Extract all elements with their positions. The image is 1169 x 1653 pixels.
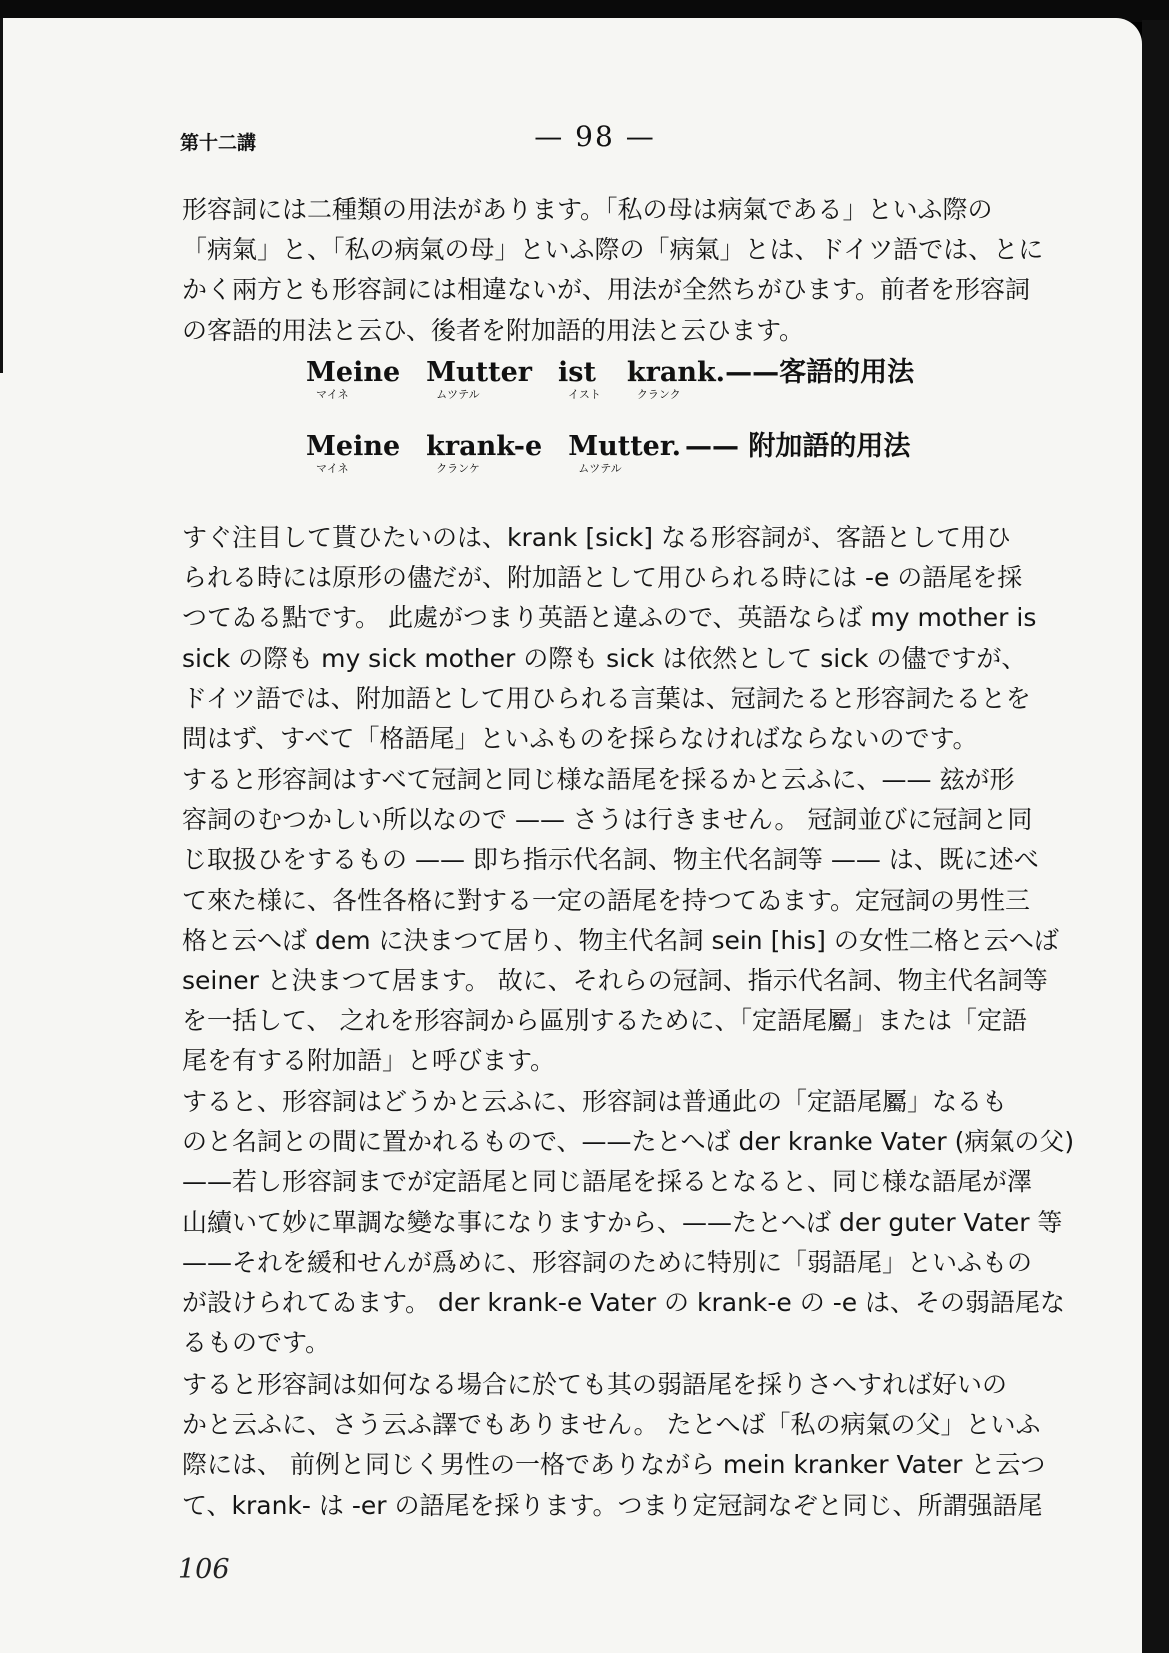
- reading-kana: クランク: [636, 388, 681, 401]
- reading-kana: マイネ: [316, 388, 349, 401]
- paragraph-definite-endings: [182, 760, 1059, 1082]
- folio-number: 106: [178, 1554, 230, 1585]
- usage-label: ——客語的用法: [725, 357, 915, 388]
- text-line: て、krank- は -er の語尾を採ります。つまり定冠詞なぞと同じ、所謂强語尾: [182, 1490, 1043, 1520]
- example-word: [568, 432, 681, 476]
- usage-label: —— 附加語的用法: [685, 431, 911, 462]
- text-line: 問はず、すべて「格語尾」といふものを採らなければならないのです。: [182, 724, 978, 754]
- text-line: ドイツ語では、附加語として用ひられる言葉は、冠詞たると形容詞たるとを: [182, 683, 1031, 713]
- example-word: [426, 358, 532, 402]
- lesson-heading: 第十二講: [180, 132, 257, 154]
- german-word: Mutter: [426, 357, 533, 388]
- text-line: 形容詞には二種類の用法があります。「私の母は病氣である」といふ際の: [182, 195, 993, 224]
- page-number: — 98 —: [534, 120, 656, 153]
- german-word: Mutter.: [568, 431, 681, 462]
- example-predicative: [306, 358, 914, 402]
- text-line: を一括して、 之れを形容詞から區別するために、「定語尾屬」または「定語: [182, 1006, 1027, 1036]
- reading-kana: マイネ: [316, 462, 349, 475]
- scan-left-edge: [0, 18, 3, 373]
- text-line: ——それを緩和せんが爲めに、形容詞のために特別に「弱語尾」といふもの: [182, 1247, 1033, 1277]
- text-line: 山續いて妙に單調な變な事になりますから、——たとへば der guter Vater 等: [182, 1207, 1063, 1237]
- reading-kana: ムツテル: [578, 462, 622, 475]
- text-line: 格と云へば dem に決まつて居り、物主代名詞 sein [his] の女性二格と云へば: [182, 925, 1059, 955]
- reading-kana: クランケ: [436, 462, 480, 475]
- text-line: すると形容詞はすべて冠詞と同じ様な語尾を採るかと云ふに、—— 玆が形: [182, 765, 1015, 794]
- paragraph-attributive-ending: [182, 518, 1037, 759]
- example-word: [306, 432, 400, 476]
- german-word: ist: [558, 357, 596, 388]
- reading-kana: ムツテル: [436, 388, 480, 401]
- intro-paragraph: [182, 190, 1044, 351]
- text-line: じ取扱ひをするもの —— 即ち指示代名詞、物主代名詞等 —— は、既に述べ: [182, 845, 1039, 875]
- reading-kana: イスト: [568, 388, 601, 401]
- text-line: すると、形容詞はどうかと云ふに、形容詞は普通此の「定語尾屬」なるも: [182, 1087, 1008, 1116]
- text-line: て來た様に、各性各格に對する一定の語尾を持つてゐます。定冠詞の男性三: [182, 885, 1031, 915]
- text-line: かと云ふに、さう云ふ譯でもありません。 たとへば「私の病氣の父」といふ: [182, 1410, 1041, 1440]
- german-word: Meine: [306, 357, 401, 388]
- text-line: のと名詞との間に置かれるもので、——たとへば der kranke Vater (病氣の父): [182, 1127, 1075, 1157]
- example-word: [558, 358, 601, 402]
- text-line: すぐ注目して貰ひたいのは、krank [sick] なる形容詞が、客語として用ひ: [182, 523, 1011, 552]
- text-line: 尾を有する附加語」と呼びます。: [182, 1046, 556, 1076]
- text-line: るものです。: [182, 1328, 331, 1358]
- text-line: すると形容詞は如何なる場合に於ても其の弱語尾を採りさへすれば好いの: [182, 1370, 1008, 1399]
- example-word: [627, 358, 725, 402]
- text-line: が設けられてゐます。 der krank-e Vater の krank-e の -e は、その弱語尾な: [182, 1288, 1066, 1318]
- example-word: [426, 432, 542, 476]
- german-word: Meine: [306, 431, 401, 462]
- text-line: 「病氣」と、「私の病氣の母」といふ際の「病氣」とは、ドイツ語では、とに: [182, 235, 1044, 265]
- paragraph-strong-endings: [182, 1365, 1046, 1526]
- german-word: krank-e: [426, 431, 543, 462]
- example-word: [306, 358, 400, 402]
- text-line: 容詞のむつかしい所以なので —— さうは行きません。 冠詞並びに冠詞と同: [182, 805, 1033, 835]
- example-attributive: [306, 432, 910, 476]
- german-word: krank.: [626, 357, 726, 388]
- text-line: かく兩方とも形容詞には相違ないが、用法が全然ちがひます。前者を形容詞: [182, 275, 1031, 305]
- paragraph-weak-endings: [182, 1082, 1075, 1363]
- text-line: られる時には原形の儘だが、附加語として用ひられる時には -e の語尾を採: [182, 563, 1023, 593]
- text-line: ——若し形容詞までが定語尾と同じ語尾を採るとなると、同じ様な語尾が澤: [182, 1167, 1033, 1197]
- text-line: sick の際も my sick mother の際も sick は依然として sick の儘ですが、: [182, 643, 1027, 673]
- text-line: つてゐる點です。 此處がつまり英語と違ふので、英語ならば my mother is: [182, 603, 1037, 633]
- scan-right-edge: [1142, 20, 1169, 1653]
- text-line: seiner と決まつて居ます。 故に、それらの冠詞、指示代名詞、物主代名詞等: [182, 966, 1048, 996]
- text-line: 際には、 前例と同じく男性の一格でありながら mein kranker Vater と云つ: [182, 1450, 1046, 1480]
- text-line: の客語的用法と云ひ、後者を附加語的用法と云ひます。: [182, 315, 805, 345]
